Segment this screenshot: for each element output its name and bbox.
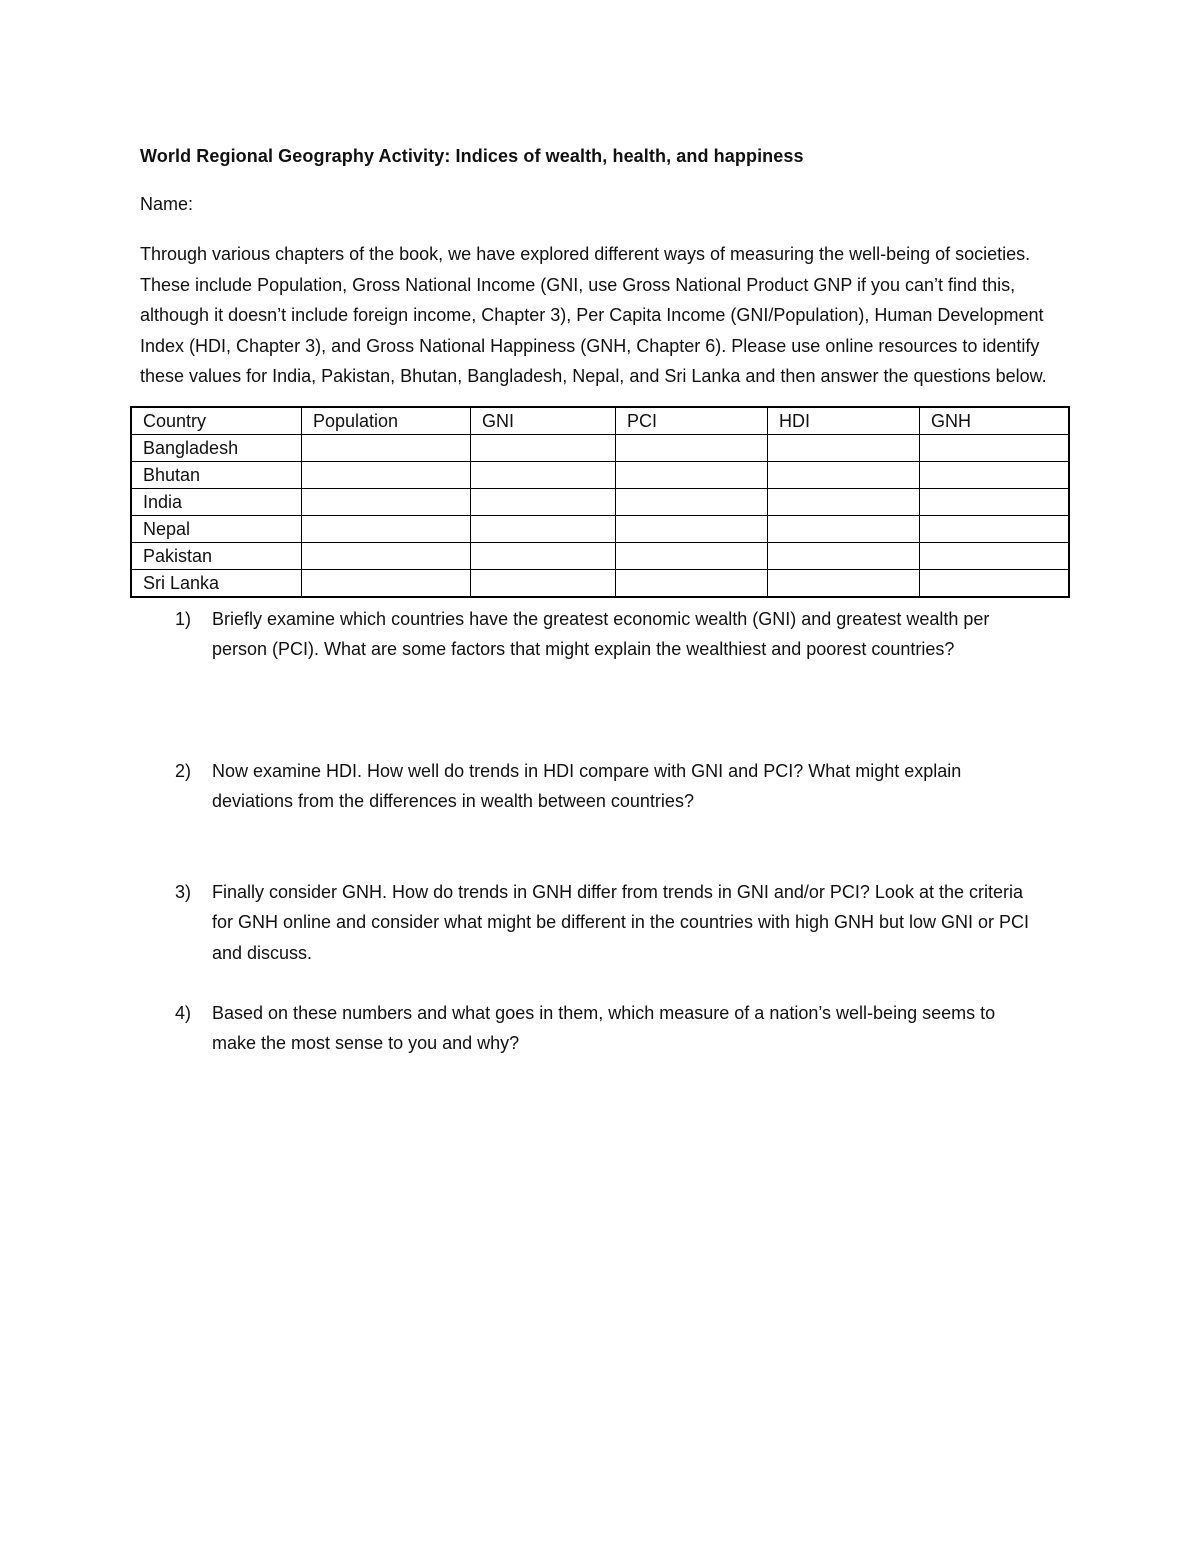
gnh-cell[interactable] — [920, 461, 1070, 488]
question-text: Finally consider GNH. How do trends in GNH differ from trends in GNI and/or PCI? Look at the criteria for GNH online and consider what might be different in the countries with high GNH but low GNI or PCI and discuss. — [212, 881, 1030, 963]
pci-cell[interactable] — [616, 461, 768, 488]
table-row — [131, 434, 1069, 461]
table-row — [131, 542, 1069, 569]
table-row — [131, 515, 1069, 542]
population-cell[interactable] — [302, 461, 471, 488]
population-cell[interactable] — [302, 542, 471, 569]
country-cell: Bangladesh — [131, 434, 302, 461]
hdi-cell[interactable] — [768, 434, 920, 461]
header-country: Country — [131, 407, 302, 435]
question-text: Briefly examine which countries have the greatest economic wealth (GNI) and greatest wealth per person (PCI). What are some factors that might explain the wealthiest and poorest countries? — [212, 608, 990, 659]
intro-paragraph: Through various chapters of the book, we have explored different ways of measuring the well-being of societies. These include Population, Gross National Income (GNI, use Gross National Product GNP if you can’t find this, although it doesn’t include foreign income, Chapter 3), Per Capita Income (GNI/Population), Human Development Index (HDI, Chapter 3), and Gross National Happiness (GNH, Chapter 6). Please use online resources to identify these values for India, Pakistan, Bhutan, Bangladesh, Nepal, and Sri Lanka and then answer the questions below. — [140, 244, 1047, 386]
gnh-cell[interactable] — [920, 515, 1070, 542]
pci-cell[interactable] — [616, 515, 768, 542]
gnh-cell[interactable] — [920, 569, 1070, 597]
header-pci: PCI — [616, 407, 768, 435]
pci-cell[interactable] — [616, 488, 768, 515]
gni-cell[interactable] — [471, 542, 616, 569]
table-row — [131, 461, 1069, 488]
pci-cell[interactable] — [616, 434, 768, 461]
header-population: Population — [302, 407, 471, 435]
question-item — [140, 756, 1042, 877]
pci-cell[interactable] — [616, 542, 768, 569]
question-item — [140, 998, 1042, 1059]
hdi-cell[interactable] — [768, 569, 920, 597]
question-number: 3) — [175, 881, 192, 902]
gnh-cell[interactable] — [920, 434, 1070, 461]
question-list — [140, 604, 1070, 1059]
population-cell[interactable] — [302, 488, 471, 515]
hdi-cell[interactable] — [768, 515, 920, 542]
gni-cell[interactable] — [471, 488, 616, 515]
header-gnh: GNH — [920, 407, 1070, 435]
hdi-cell[interactable] — [768, 461, 920, 488]
question-item — [140, 877, 1042, 998]
gni-cell[interactable] — [471, 569, 616, 597]
question-number: 4) — [175, 1002, 192, 1023]
document-title: World Regional Geography Activity: Indices of wealth, health, and happiness — [140, 146, 804, 166]
country-cell: Sri Lanka — [131, 569, 302, 597]
document-content — [140, 143, 1070, 1059]
table-row — [131, 488, 1069, 515]
gnh-cell[interactable] — [920, 488, 1070, 515]
country-cell: Pakistan — [131, 542, 302, 569]
pci-cell[interactable] — [616, 569, 768, 597]
header-hdi: HDI — [768, 407, 920, 435]
gni-cell[interactable] — [471, 434, 616, 461]
population-cell[interactable] — [302, 569, 471, 597]
header-gni: GNI — [471, 407, 616, 435]
question-number: 1) — [175, 608, 192, 629]
country-cell: India — [131, 488, 302, 515]
gni-cell[interactable] — [471, 515, 616, 542]
question-item — [140, 604, 1042, 756]
indices-table — [130, 406, 1070, 598]
gni-cell[interactable] — [471, 461, 616, 488]
gnh-cell[interactable] — [920, 542, 1070, 569]
table-header-row — [131, 407, 1069, 435]
country-cell: Nepal — [131, 515, 302, 542]
hdi-cell[interactable] — [768, 488, 920, 515]
name-label: Name: — [140, 194, 194, 214]
country-cell: Bhutan — [131, 461, 302, 488]
population-cell[interactable] — [302, 515, 471, 542]
population-cell[interactable] — [302, 434, 471, 461]
hdi-cell[interactable] — [768, 542, 920, 569]
table-row — [131, 569, 1069, 597]
question-text: Based on these numbers and what goes in them, which measure of a nation’s well-being seems to make the most sense to you and why? — [212, 1002, 996, 1053]
question-text: Now examine HDI. How well do trends in HDI compare with GNI and PCI? What might explain deviations from the differences in wealth between countries? — [212, 760, 962, 811]
question-number: 2) — [175, 760, 192, 781]
